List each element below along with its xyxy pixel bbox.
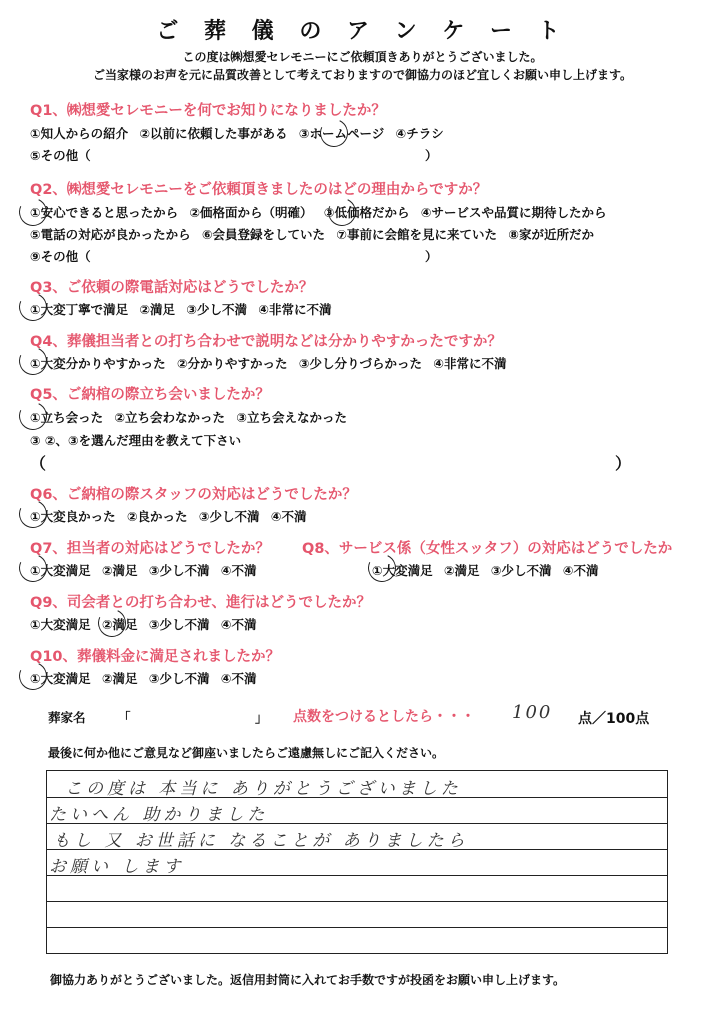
q5-options [30, 408, 347, 426]
q7-option-2[interactable]: ②満足 [101, 563, 138, 578]
q3-option-3[interactable]: ③少し不満 [186, 302, 247, 317]
q2-option-6[interactable]: ⑥会員登録をしていた [201, 227, 326, 242]
q9-option-2[interactable]: ②満足 [101, 617, 138, 632]
q10-option-3[interactable]: ③少し不満 [148, 671, 210, 686]
family-name-label: 葬家名 [48, 710, 86, 725]
q3-question: Q3、ご依頼の際電話対応はどうでしたか？ [30, 280, 314, 296]
comment-line-2: たいへん 助かりました [49, 805, 269, 825]
q1-option-1[interactable]: ①知人からの紹介 [30, 126, 129, 141]
q7-option-3[interactable]: ③少し不満 [148, 563, 210, 578]
q5-option-3[interactable]: ③立ち会えなかった [236, 410, 347, 425]
q1-other-close: ） [425, 148, 438, 163]
ruled-line [47, 901, 667, 902]
q4-question: Q4、葬儀担当者との打ち合わせで説明などは分かりやすかったですか？ [30, 334, 502, 350]
q10-option-2[interactable]: ②満足 [101, 671, 138, 686]
q6-option-4[interactable]: ④不満 [270, 509, 307, 524]
q8-option-1[interactable]: ①大変満足 [372, 563, 433, 578]
q1-option-3[interactable]: ③ホームページ [298, 126, 385, 141]
intro-line-1: この度は㈱想愛セレモニーにご依頼頂きありがとうございました。 [182, 50, 543, 64]
q6-options [30, 507, 306, 525]
comment-line-4: お願い します [49, 857, 185, 877]
q5-question: Q5、ご納棺の際立ち会いましたか？ [30, 387, 270, 403]
q9-option-1[interactable]: ①大変満足 [30, 617, 91, 632]
score-value[interactable]: 100 [512, 702, 553, 723]
q9-option-4[interactable]: ④不満 [220, 617, 257, 632]
q2-other[interactable]: ⑨その他（ [30, 249, 91, 264]
q3-option-2[interactable]: ②満足 [139, 302, 176, 317]
q3-option-4[interactable]: ④非常に不満 [258, 302, 332, 317]
q6-option-2[interactable]: ②良かった [126, 509, 188, 524]
score-suffix: 点／100点 [578, 711, 650, 727]
q5-reason-open[interactable]: （ [30, 454, 47, 473]
comment-line-1: この度は 本当に ありがとうございました [65, 779, 462, 799]
survey-title: ご 葬 儀 の ア ン ケ ー ト [156, 19, 569, 44]
q9-question: Q9、司会者との打ち合わせ、進行はどうでしたか？ [30, 595, 371, 611]
q10-option-1[interactable]: ①大変満足 [30, 671, 91, 686]
q10-question: Q10、葬儀料金に満足されましたか？ [30, 649, 281, 665]
score-prompt: 点数をつけるとしたら・・・ [293, 709, 475, 725]
footer-thanks: 御協力ありがとうございました。返信用封筒に入れてお手数ですが投函をお願い申し上げます。 [50, 973, 566, 987]
q1-option-2[interactable]: ②以前に依頼した事がある [139, 126, 288, 141]
q5-option-1[interactable]: ①立ち会った [30, 410, 104, 425]
q6-question: Q6、ご納棺の際スタッフの対応はどうでしたか？ [30, 487, 357, 503]
q2-options-row-2 [30, 225, 594, 243]
q3-options [30, 300, 331, 318]
q4-option-3[interactable]: ③少し分りづらかった [298, 356, 422, 371]
q2-other-close: ） [425, 249, 438, 264]
q9-option-3[interactable]: ③少し不満 [148, 617, 210, 632]
q10-option-4[interactable]: ④不満 [220, 671, 257, 686]
family-name-open[interactable]: 「 [118, 710, 131, 725]
q8-question: Q8、サービス係（女性スッタフ）の対応はどうでしたか [302, 541, 673, 557]
q8-option-3[interactable]: ③少し不満 [490, 563, 552, 578]
q2-option-4[interactable]: ④サービスや品質に期待したから [420, 205, 607, 220]
q1-options [30, 124, 444, 142]
q8-options [372, 561, 598, 579]
q5-option-2[interactable]: ②立ち会わなかった [114, 410, 226, 425]
q2-option-8[interactable]: ⑧家が近所だか [508, 227, 594, 242]
family-name-close: 」 [255, 710, 268, 725]
q6-option-1[interactable]: ①大変良かった [30, 509, 116, 524]
answer-circle-mark [316, 115, 352, 151]
q2-option-1[interactable]: ①安心できると思ったから [30, 205, 179, 220]
comment-line-3: もし 又 お世話に なることが ありましたら [53, 831, 469, 851]
q4-option-2[interactable]: ②分かりやすかった [176, 356, 288, 371]
q2-question: Q2、㈱想愛セレモニーをご依頼頂きましたのはどの理由からですか？ [30, 182, 488, 198]
q1-question: Q1、㈱想愛セレモニーを何でお知りになりましたか？ [30, 103, 386, 119]
q7-option-1[interactable]: ①大変満足 [30, 563, 91, 578]
q6-option-3[interactable]: ③少し不満 [198, 509, 260, 524]
intro-line-2: ご当家様のお声を元に品質改善として考えておりますので御協力のほど宜しくお願い申し上げます。 [92, 68, 633, 82]
q8-option-4[interactable]: ④不満 [562, 563, 599, 578]
q4-option-4[interactable]: ④非常に不満 [433, 356, 507, 371]
q9-options [30, 615, 256, 633]
q5-followup: ③ ②、③を選んだ理由を教えて下さい [30, 433, 242, 448]
q7-question: Q7、担当者の対応はどうでしたか？ [30, 541, 270, 557]
q3-option-1[interactable]: ①大変丁寧で満足 [30, 302, 129, 317]
q4-options [30, 354, 506, 372]
q2-option-7[interactable]: ⑦事前に会館を見に来ていた [336, 227, 497, 242]
comments-box[interactable] [46, 770, 668, 954]
q1-option-4[interactable]: ④チラシ [395, 126, 444, 141]
q7-options [30, 561, 256, 579]
q2-option-3[interactable]: ③低価格だから [323, 205, 410, 220]
q7-option-4[interactable]: ④不満 [220, 563, 257, 578]
q4-option-1[interactable]: ①大変分かりやすかった [30, 356, 166, 371]
ruled-line [47, 927, 667, 928]
q2-options-row-1 [30, 203, 606, 221]
q5-reason-close: ） [615, 454, 632, 473]
q2-option-5[interactable]: ⑤電話の対応が良かったから [30, 227, 191, 242]
q10-options [30, 669, 256, 687]
q2-option-2[interactable]: ②価格面から（明確） [189, 205, 313, 220]
comments-prompt: 最後に何か他にご意見など御座いましたらご遠慮無しにご記入ください。 [48, 746, 445, 760]
q8-option-2[interactable]: ②満足 [443, 563, 480, 578]
q1-other[interactable]: ⑤その他（ [30, 148, 91, 163]
